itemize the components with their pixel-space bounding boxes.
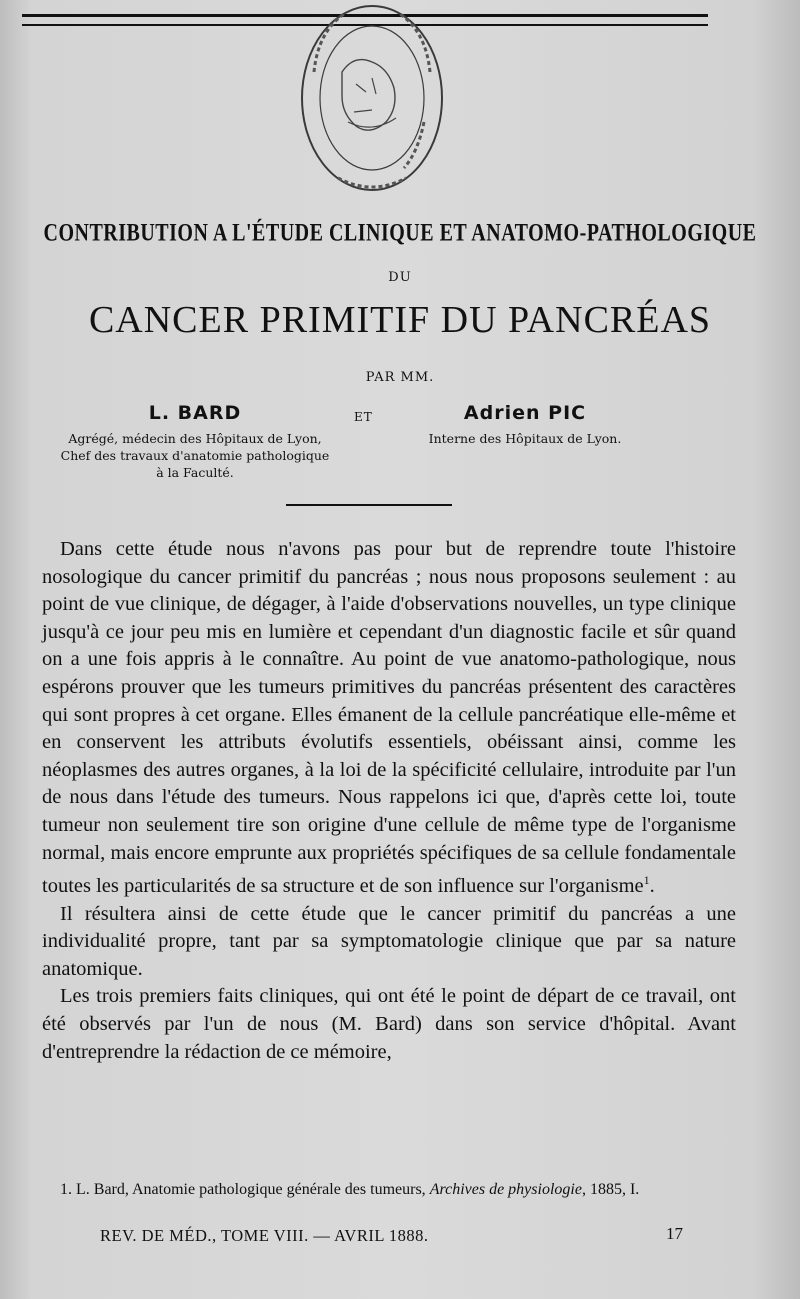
affiliation-line: à la Faculté. [156,465,234,480]
paragraph-end: . [649,874,655,897]
footnote-journal: Archives de physiologie [429,1181,582,1198]
section-separator [286,504,452,506]
article-body [42,536,736,1066]
author-pic [420,402,630,447]
affiliation-line: Agrégé, médecin des Hôpitaux de Lyon, [68,431,322,446]
body-paragraph: Les trois premiers faits cliniques, qui ont été le point de départ de ce travail, ont été observés par l'un de nous (M. Bard) dans son service d'hôpital. Avant d'entreprendre la rédaction de ce mémoire, [42,985,736,1063]
journal-citation: REV. DE MÉD., TOME VIII. — AVRIL 1888. [100,1226,429,1245]
author-conjunction: ET [354,410,373,424]
authors-intro: PAR MM. [365,370,435,385]
author-bard [40,402,350,481]
article-title: CANCER PRIMITIF DU PANCRÉAS [88,299,712,341]
affiliation-line: Chef des travaux d'anatomie pathologique [60,448,330,463]
page-number: 17 [666,1224,683,1243]
author-name: L. BARD [148,402,242,424]
author-name: Adrien PIC [463,402,587,424]
footnote-reference[interactable]: 1 [643,873,650,888]
article-title-connector: DU [388,270,412,285]
article-subtitle: CONTRIBUTION A L'ÉTUDE CLINIQUE ET ANATOMO-PATHOLOGIQUE [43,219,757,247]
affiliation-line: Interne des Hôpitaux de Lyon. [428,431,622,446]
paragraph-text: Dans cette étude nous n'avons pas pour but de reprendre toute l'histoire nosologique du cancer primitif du pancréas ; nous nous proposons seulement : au point de vue clinique, de dégager, à l'aide d'observations nouvelles, un type clinique jusqu'à ce jour peu mis en lumière et cependant d'un diagnostic facile et sûr quand on a une fois appris à le connaître. Au point de vue anatomo-pathologique, nous espérons prouver que les tumeurs primitives du pancréas présentent des caractères qui sont propres à cet organe. Elles émanent de la cellule pancréatique elle-même et en conservent les attributs évolutifs essentiels, obéissant ainsi, comme les néoplasmes des autres organes, à la loi de la spécificité cellulaire, introduite par l'un de nous dans l'étude des tumeurs. Nous rappelons ici que, d'après cette loi, toute tumeur non seulement tire son origine d'une cellule de même type de l'organisme normal, mais encore emprunte aux propriétés spécifiques de sa cellule fondamentale toutes les particularités de sa structure et de son influence sur l'organisme [42,538,736,897]
author-affiliation [420,430,630,447]
footnote-text: 1. L. Bard, Anatomie pathologique générale des tumeurs, [60,1181,426,1198]
footnote-text: , 1885, I. [581,1181,640,1198]
body-paragraph [42,536,736,901]
body-paragraph: Il résultera ainsi de cette étude que le cancer primitif du pancréas a une individualité propre, tant par sa symptomatologie clinique que par sa nature anatomique. [42,902,736,980]
footnote [40,1178,740,1202]
library-stamp-icon [298,2,446,198]
author-affiliation [40,430,350,481]
